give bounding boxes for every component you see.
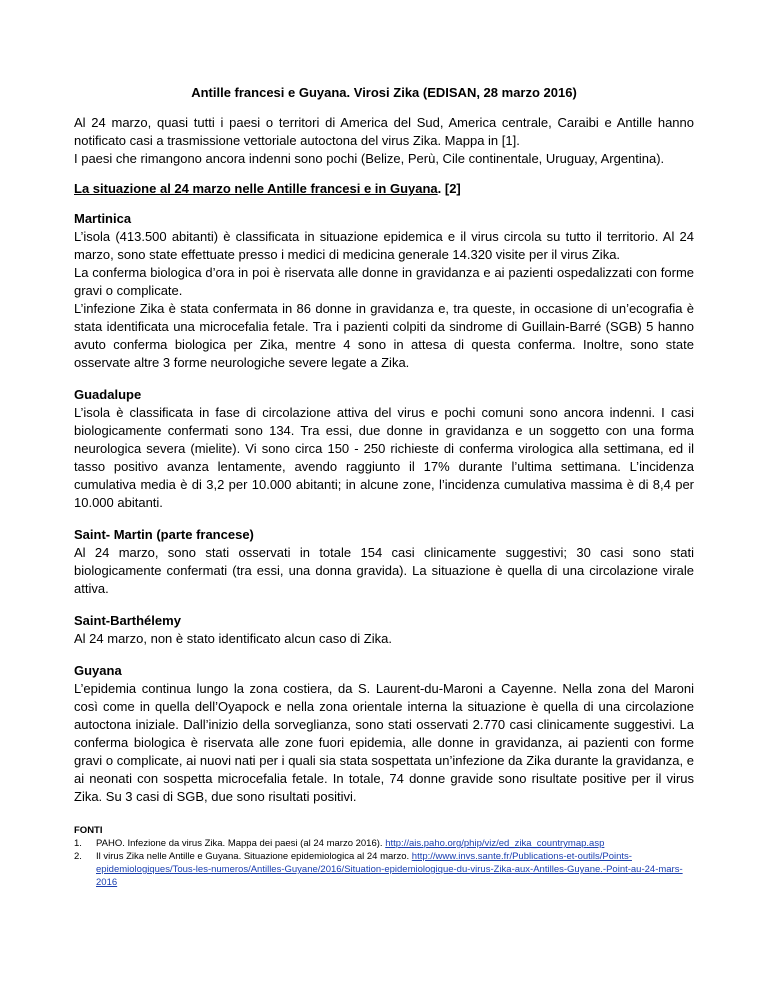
source-number: 1.	[74, 838, 82, 849]
section-heading-ref: . [2]	[437, 181, 461, 196]
source-body	[96, 850, 694, 889]
region-paragraph: L’isola è classificata in fase di circolazione attiva del virus e pochi comuni sono ancora indenni. I casi biologicamente confermati sono 134. Tra essi, due donne in gravidanza e un soggetto con una forma neurologica severa (mielite). Vi sono circa 150 - 250 richieste di conferma virologica alla settimana, ed il tasso positivo avanza lentamente, avendo raggiunto il 17% durante l’ultima settimana. L’incidenza cumulativa media è di 3,2 per 10.000 abitanti; in alcune zone, l’incidenza cumulativa massima è di 8,4 per 10.000 abitanti.	[74, 405, 694, 510]
intro-paragraph-2: I paesi che rimangono ancora indenni sono pochi (Belize, Perù, Cile continentale, Uruguay, Argentina).	[74, 151, 665, 166]
section-heading-text: La situazione al 24 marzo nelle Antille francesi e in Guyana	[74, 181, 438, 196]
source-link[interactable]: http://ais.paho.org/phip/viz/ed_zika_countrymap.asp	[385, 838, 605, 849]
region-heading: Saint-Barthélemy	[74, 613, 181, 628]
section-heading	[74, 180, 694, 198]
sources-heading: FONTI	[74, 825, 103, 836]
region-paragraph: L’epidemia continua lungo la zona costiera, da S. Laurent-du-Maroni a Cayenne. Nella zona del Maroni così come in quella dell’Oyapock e nella zona orientale interna la situazione è quella di una circolazione autoctona iniziale. Dall’inizio della sorveglianza, sono stati osservati 2.770 casi clinicamente suggestivi. La conferma biologica è riservata alle zone fuori epidemia, alle donne in gravidanza, ai pazienti con forme gravi o complicate, ai nuovi nati per i quali sia stata sospettata un’infezione da Zika durante la gravidanza, e ai neonati con sospetta microcefalia fetale. In totale, 74 donne gravide sono risultate positive per il virus Zika. Su 3 casi di SGB, due sono risultati positivi.	[74, 681, 694, 804]
source-number: 2.	[74, 851, 82, 862]
region-saint-martin	[74, 526, 694, 598]
region-guyana	[74, 662, 694, 806]
source-link[interactable]: http://www.invs.sante.fr/Publications-et-outils/Points-epidemiologiques/Tous-les-numeros/Antilles-Guyane/2016/Situation-epidemiologique-du-virus-Zika-aux-Antilles-Guyane.-Point-au-24-mars-2016	[96, 851, 683, 888]
source-item	[74, 850, 694, 889]
region-paragraph: L’isola (413.500 abitanti) è classificata in situazione epidemica e il virus circola su tutto il territorio. Al 24 marzo, sono state effettuate presso i medici di medicina generale 14.320 visite per il virus Zika.	[74, 229, 694, 262]
region-heading: Guadalupe	[74, 387, 142, 402]
region-heading: Guyana	[74, 663, 122, 678]
region-saint-barthelemy	[74, 612, 694, 648]
source-item	[74, 837, 694, 850]
intro	[74, 114, 694, 168]
region-heading: Saint- Martin (parte francese)	[74, 527, 254, 542]
source-body	[96, 837, 694, 850]
source-text: PAHO. Infezione da virus Zika. Mappa dei paesi (al 24 marzo 2016).	[96, 838, 386, 849]
region-paragraph: Al 24 marzo, non è stato identificato alcun caso di Zika.	[74, 631, 392, 646]
sources	[74, 824, 694, 889]
document-page	[74, 84, 694, 889]
document-title: Antille francesi e Guyana. Virosi Zika (EDISAN, 28 marzo 2016)	[191, 85, 577, 100]
source-text: Il virus Zika nelle Antille e Guyana. Situazione epidemiologica al 24 marzo.	[96, 851, 412, 862]
region-paragraph: L’infezione Zika è stata confermata in 86 donne in gravidanza e, tra queste, in occasione di un’ecografia è stata identificata una microcefalia fetale. Tra i pazienti colpiti da sindrome di Guillain-Barré (SGB) 5 hanno avuto conferma biologica per Zika, mentre 4 sono in attesa di questa conferma. Inoltre, sono state osservate altre 3 forme neurologiche severe legate a Zika.	[74, 301, 694, 370]
region-guadalupe	[74, 386, 694, 512]
intro-paragraph-1: Al 24 marzo, quasi tutti i paesi o territori di America del Sud, America centrale, Caraibi e Antille hanno notificato casi a trasmissione vettoriale autoctona del virus Zika. Mappa in [1].	[74, 115, 694, 148]
region-paragraph: Al 24 marzo, sono stati osservati in totale 154 casi clinicamente suggestivi; 30 casi sono stati biologicamente confermati (tra essi, una donna gravida). La situazione è quella di una circolazione virale attiva.	[74, 545, 694, 596]
region-paragraph: La conferma biologica d’ora in poi è riservata alle donne in gravidanza e ai pazienti ospedalizzati con forme gravi o complicate.	[74, 265, 694, 298]
region-martinica	[74, 210, 694, 372]
region-heading: Martinica	[74, 211, 132, 226]
